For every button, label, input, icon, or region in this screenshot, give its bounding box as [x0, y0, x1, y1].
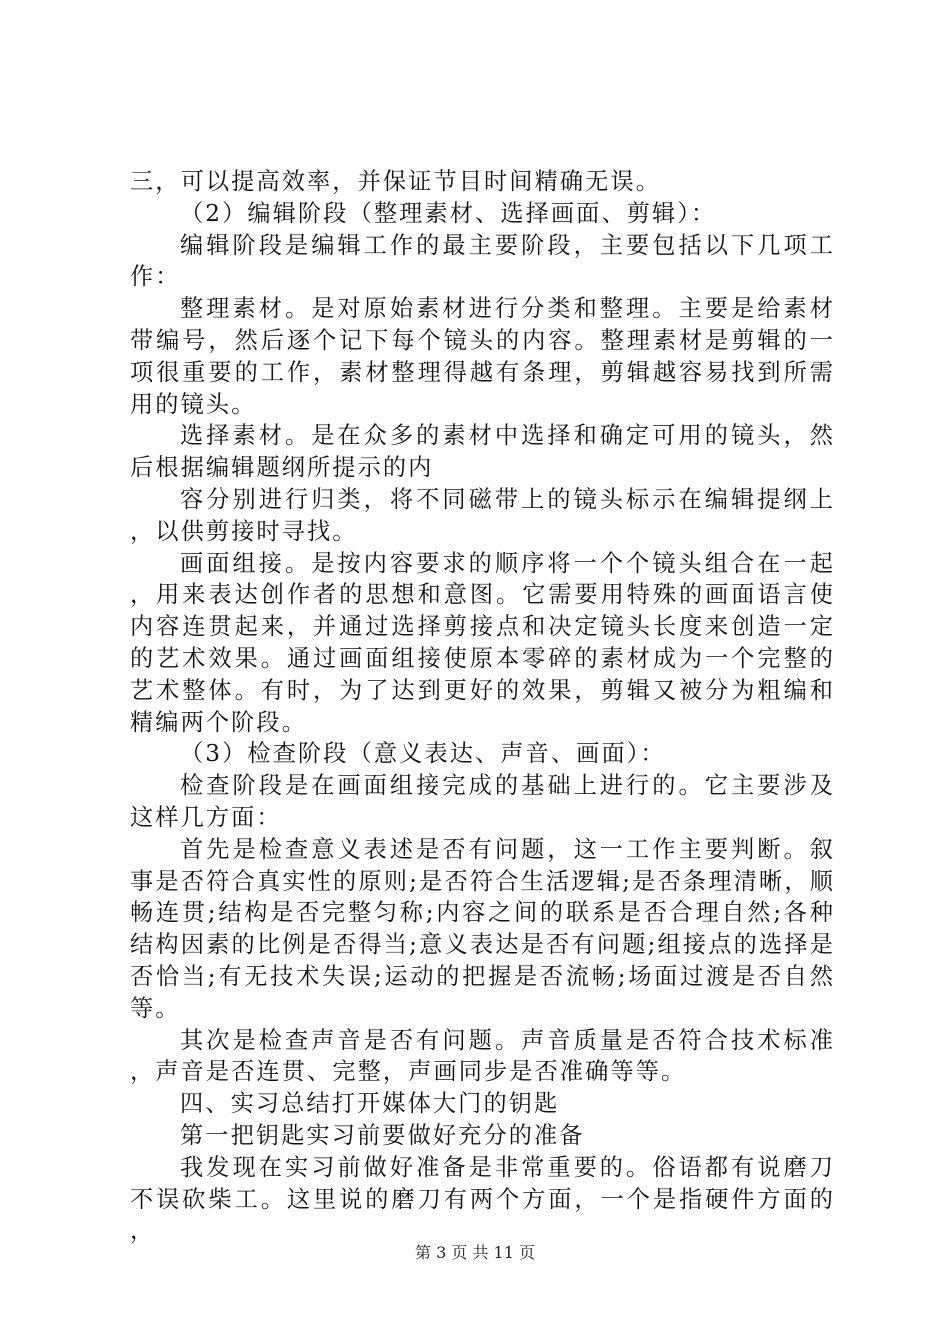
- page-footer: [0, 1243, 950, 1263]
- paragraph-10: 首先是检查意义表述是否有问题，这一工作主要判断。叙事是否符合真实性的原则;是否符合生活逻辑;是否条理清晰，顺畅连贯;结构是否完整匀称;内容之间的联系是否合理自然;各种结构因素的比例是否得当;意义表达是否有问题;组接点的选择是否恰当;有无技术失误;运动的把握是否流畅;场面过渡是否自然等。: [130, 835, 835, 1022]
- paragraph-11: 其次是检查声音是否有问题。声音质量是否符合技术标准，声音是否连贯、完整，声画同步是否准确等等。: [130, 1026, 835, 1086]
- document-body: [130, 166, 835, 1247]
- paragraph-1: 三，可以提高效率，并保证节目时间精确无误。: [130, 168, 662, 195]
- page-number-label: 第 3 页 共 11 页: [415, 1243, 535, 1262]
- paragraph-14: 我发现在实习前做好准备是非常重要的。俗语都有说磨刀不误砍柴工。这里说的磨刀有两个方面，一个是指硬件方面的，: [130, 1153, 835, 1245]
- paragraph-2: （2）编辑阶段（整理素材、选择画面、剪辑）：: [180, 199, 717, 227]
- paragraph-8: （3）检查阶段（意义表达、声音、画面）：: [180, 740, 666, 768]
- paragraph-9: 检查阶段是在画面组接完成的基础上进行的。它主要涉及这样几方面：: [130, 772, 835, 831]
- paragraph-13: 第一把钥匙实习前要做好充分的准备: [180, 1121, 585, 1149]
- paragraph-4: 整理素材。是对原始素材进行分类和整理。主要是给素材带编号，然后逐个记下每个镜头的内容。整理素材是剪辑的一项很重要的工作，素材整理得越有条理，剪辑越容易找到所需用的镜头。: [130, 295, 835, 418]
- paragraph-7: 画面组接。是按内容要求的顺序将一个个镜头组合在一起，用来表达创作者的思想和意图。它需要用特殊的画面语言使内容连贯起来，并通过选择剪接点和决定镜头长度来创造一定的艺术效果。通过画面组接使原本零碎的素材成为一个完整的艺术整体。有时，为了达到更好的效果，剪辑又被分为粗编和精编两个阶段。: [130, 549, 835, 736]
- paragraph-12: 四、实习总结打开媒体大门的钥匙: [180, 1090, 560, 1118]
- paragraph-3: 编辑阶段是编辑工作的最主要阶段，主要包括以下几项工作：: [130, 231, 835, 291]
- paragraph-6: 容分别进行归类，将不同磁带上的镜头标示在编辑提纲上，以供剪接时寻找。: [130, 485, 835, 545]
- paragraph-5: 选择素材。是在众多的素材中选择和确定可用的镜头，然后根据编辑题纲所提示的内: [130, 422, 835, 482]
